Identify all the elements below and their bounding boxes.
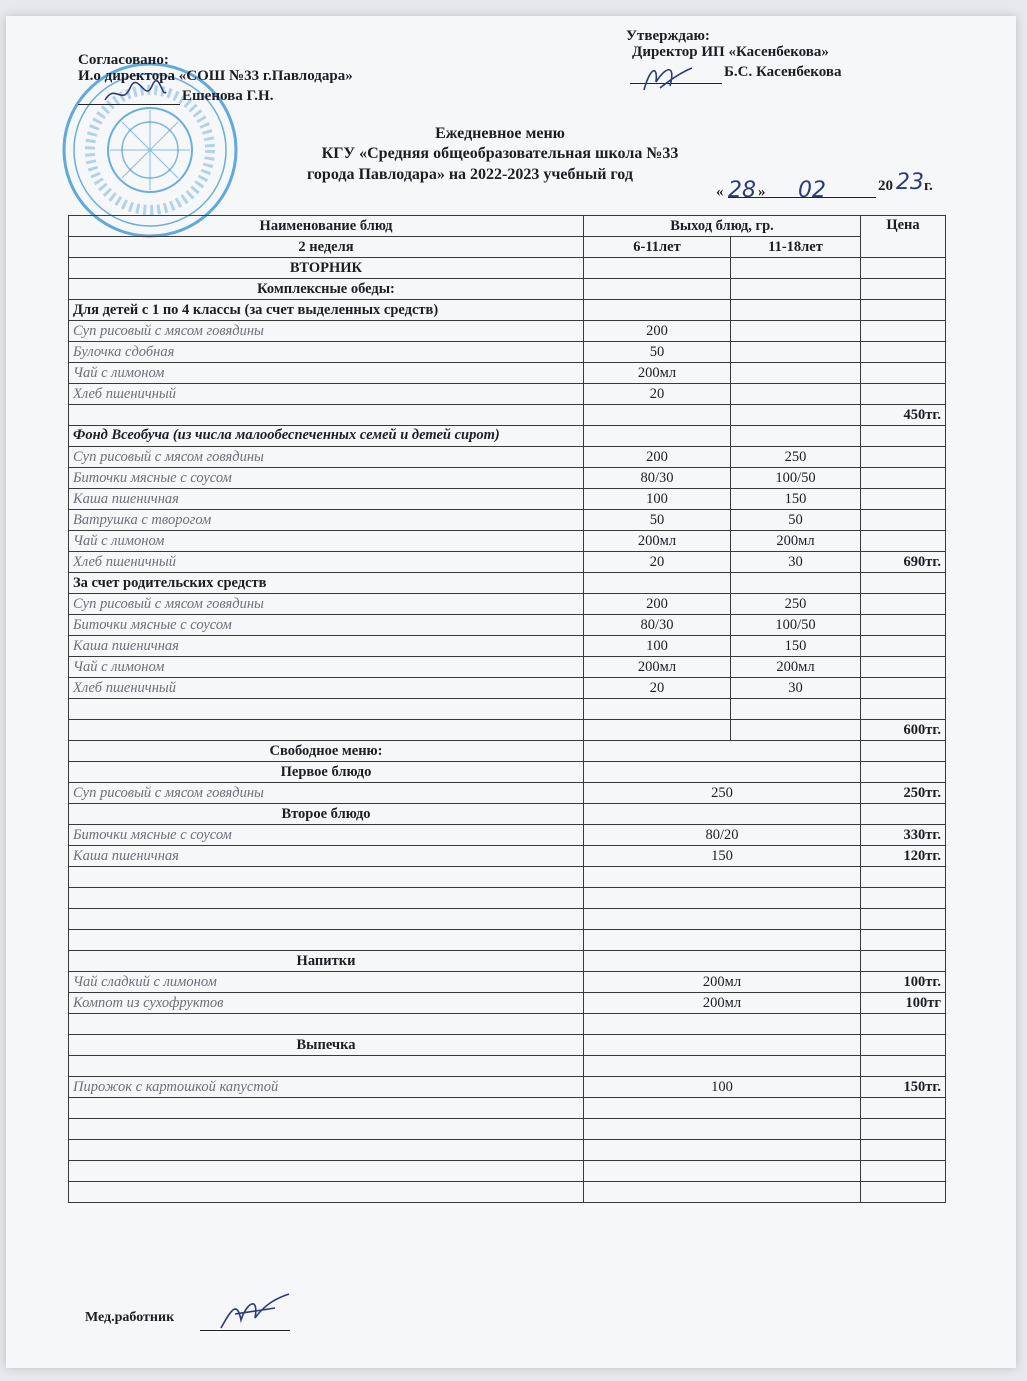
- dish-name: Каша пшеничная: [69, 489, 584, 510]
- table-row: [69, 363, 946, 384]
- week-row: [69, 237, 946, 258]
- dish-name: Ватрушка с творогом: [69, 510, 584, 531]
- course-row: [69, 804, 946, 825]
- medic-signature: [215, 1290, 295, 1334]
- table-row: [69, 867, 946, 888]
- dish-portion: 30: [731, 552, 861, 573]
- table-row: [69, 657, 946, 678]
- table-row: [69, 531, 946, 552]
- dish-name: Чай сладкий с лимоном: [69, 972, 584, 993]
- table-row: [69, 615, 946, 636]
- table-header-row: [69, 216, 946, 237]
- dish-name: Компот из сухофруктов: [69, 993, 584, 1014]
- first-course-label: Первое блюдо: [69, 762, 584, 783]
- dish-portion: 200мл: [584, 657, 731, 678]
- dish-portion: 100/50: [731, 468, 861, 489]
- dish-portion: 20: [584, 384, 731, 405]
- approve-name: Б.С. Касенбекова: [724, 64, 842, 80]
- dish-portion: 250: [731, 447, 861, 468]
- agreed-name: Ешенова Г.Н.: [182, 88, 274, 104]
- table-row: [69, 594, 946, 615]
- dish-portion: 100/50: [731, 615, 861, 636]
- dish-portion: 50: [731, 510, 861, 531]
- table-row: [69, 972, 946, 993]
- table-row: [69, 447, 946, 468]
- date-month: 02: [798, 178, 826, 203]
- dish-price: 100тг.: [861, 972, 946, 993]
- table-row: [69, 1182, 946, 1203]
- day-label: ВТОРНИК: [69, 258, 584, 279]
- col-output-header: Выход блюд, гр.: [584, 216, 861, 237]
- drinks-label: Напитки: [69, 951, 584, 972]
- director-signature: [100, 78, 170, 108]
- dish-portion: 80/20: [584, 825, 861, 846]
- dish-name: Суп рисовый с мясом говядины: [69, 594, 584, 615]
- dish-name: Каша пшеничная: [69, 846, 584, 867]
- dish-portion: 20: [584, 552, 731, 573]
- table-row: [69, 1140, 946, 1161]
- dish-portion: 200: [584, 321, 731, 342]
- dish-name: Суп рисовый с мясом говядины: [69, 321, 584, 342]
- date-year-suffix: 23: [896, 170, 924, 195]
- dish-portion: 200мл: [731, 531, 861, 552]
- table-row: [69, 1014, 946, 1035]
- table-row: [69, 1056, 946, 1077]
- section-grades-1-4: Для детей с 1 по 4 классы (за счет выделенных средств): [69, 300, 584, 321]
- dish-name: Чай с лимоном: [69, 657, 584, 678]
- table-row: [69, 342, 946, 363]
- table-row: [69, 1077, 946, 1098]
- dish-price: 150тг.: [861, 1077, 946, 1098]
- dish-name: Хлеб пшеничный: [69, 552, 584, 573]
- dish-portion: 20: [584, 678, 731, 699]
- second-course-label: Второе блюдо: [69, 804, 584, 825]
- section-vseobuch: Фонд Всеобуча (из числа малообеспеченных семей и детей сирот): [69, 426, 584, 447]
- dish-name: Хлеб пшеничный: [69, 678, 584, 699]
- section-price: 690тг.: [861, 552, 946, 573]
- free-menu-label: Свободное меню:: [69, 741, 584, 762]
- col-name-header: Наименование блюд: [69, 216, 584, 237]
- day-row: [69, 258, 946, 279]
- table-row: [69, 930, 946, 951]
- dish-price: 100тг: [861, 993, 946, 1014]
- dish-name: Суп рисовый с мясом говядины: [69, 447, 584, 468]
- col-price-header: Цена: [861, 216, 946, 258]
- dish-portion: 200мл: [731, 657, 861, 678]
- dish-portion: 50: [584, 510, 731, 531]
- table-row: [69, 888, 946, 909]
- course-row: [69, 1035, 946, 1056]
- section-parents: За счет родительских средств: [69, 573, 584, 594]
- table-row: [69, 636, 946, 657]
- dish-portion: 150: [584, 846, 861, 867]
- approve-label: Утверждаю:: [626, 28, 710, 44]
- dish-name: Биточки мясные с соусом: [69, 615, 584, 636]
- age-group-1: 6-11лет: [584, 237, 731, 258]
- dish-name: Чай с лимоном: [69, 363, 584, 384]
- dish-portion: 200: [584, 594, 731, 615]
- age-group-2: 11-18лет: [731, 237, 861, 258]
- dish-name: Пирожок с картошкой капустой: [69, 1077, 584, 1098]
- school-year: города Павлодара» на 2022-2023 учебный год: [307, 166, 633, 183]
- section-row: [69, 573, 946, 594]
- dish-portion: 150: [731, 489, 861, 510]
- table-row: [69, 552, 946, 573]
- dish-portion: 30: [731, 678, 861, 699]
- menu-title: Ежедневное меню: [435, 125, 565, 142]
- dish-price: 120тг.: [861, 846, 946, 867]
- agreed-label: Согласовано:: [78, 52, 169, 68]
- dish-portion: 250: [584, 783, 861, 804]
- section-price: 450тг.: [861, 405, 946, 426]
- section-row: [69, 300, 946, 321]
- dish-portion: 100: [584, 1077, 861, 1098]
- table-row: [69, 405, 946, 426]
- bakery-label: Выпечка: [69, 1035, 584, 1056]
- dish-portion: 100: [584, 489, 731, 510]
- approve-position: Директор ИП «Касенбекова»: [632, 44, 829, 60]
- dish-name: Каша пшеничная: [69, 636, 584, 657]
- dish-portion: 200мл: [584, 531, 731, 552]
- date-open-quote: «: [716, 184, 724, 200]
- dish-name: Булочка сдобная: [69, 342, 584, 363]
- dish-portion: 250: [731, 594, 861, 615]
- table-row: [69, 699, 946, 720]
- dish-portion: 80/30: [584, 615, 731, 636]
- complex-meals-label: Комплексные обеды:: [69, 279, 584, 300]
- dish-portion: 200мл: [584, 363, 731, 384]
- dish-name: Суп рисовый с мясом говядины: [69, 783, 584, 804]
- dish-price: 330тг.: [861, 825, 946, 846]
- date-underline: [728, 197, 876, 198]
- dish-portion: 80/30: [584, 468, 731, 489]
- table-row: [69, 825, 946, 846]
- table-row: [69, 1119, 946, 1140]
- dish-portion: 150: [731, 636, 861, 657]
- dish-portion: 100: [584, 636, 731, 657]
- dish-name: Чай с лимоном: [69, 531, 584, 552]
- complex-row: [69, 279, 946, 300]
- dish-portion: 200: [584, 447, 731, 468]
- week-label: 2 неделя: [69, 237, 584, 258]
- free-menu-row: [69, 741, 946, 762]
- section-row: [69, 426, 946, 447]
- dish-name: Биточки мясные с соусом: [69, 468, 584, 489]
- dish-name: Хлеб пшеничный: [69, 384, 584, 405]
- table-row: [69, 321, 946, 342]
- table-row: [69, 1161, 946, 1182]
- date-close-quote: »: [758, 184, 766, 200]
- table-row: [69, 909, 946, 930]
- table-row: [69, 783, 946, 804]
- table-row: [69, 468, 946, 489]
- medic-label: Мед.работник: [85, 1310, 175, 1325]
- dish-portion: 200мл: [584, 972, 861, 993]
- school-name: КГУ «Средняя общеобразовательная школа №33: [321, 145, 679, 162]
- date-day: 28: [728, 178, 756, 203]
- table-row: [69, 384, 946, 405]
- course-row: [69, 762, 946, 783]
- date-year-prefix: 20: [878, 178, 893, 194]
- agreed-position: И.о директора «СОШ №33 г.Павлодара»: [78, 68, 353, 84]
- course-row: [69, 951, 946, 972]
- table-row: [69, 678, 946, 699]
- table-row: [69, 846, 946, 867]
- date-year-end: г.: [924, 178, 933, 194]
- table-row: [69, 993, 946, 1014]
- table-row: [69, 510, 946, 531]
- dish-portion: 200мл: [584, 993, 861, 1014]
- owner-signature: [636, 58, 696, 94]
- dish-portion: 50: [584, 342, 731, 363]
- dish-name: Биточки мясные с соусом: [69, 825, 584, 846]
- section-price: 600тг.: [861, 720, 946, 741]
- table-row: [69, 1098, 946, 1119]
- menu-table: [68, 215, 946, 1203]
- dish-price: 250тг.: [861, 783, 946, 804]
- table-row: [69, 720, 946, 741]
- table-row: [69, 489, 946, 510]
